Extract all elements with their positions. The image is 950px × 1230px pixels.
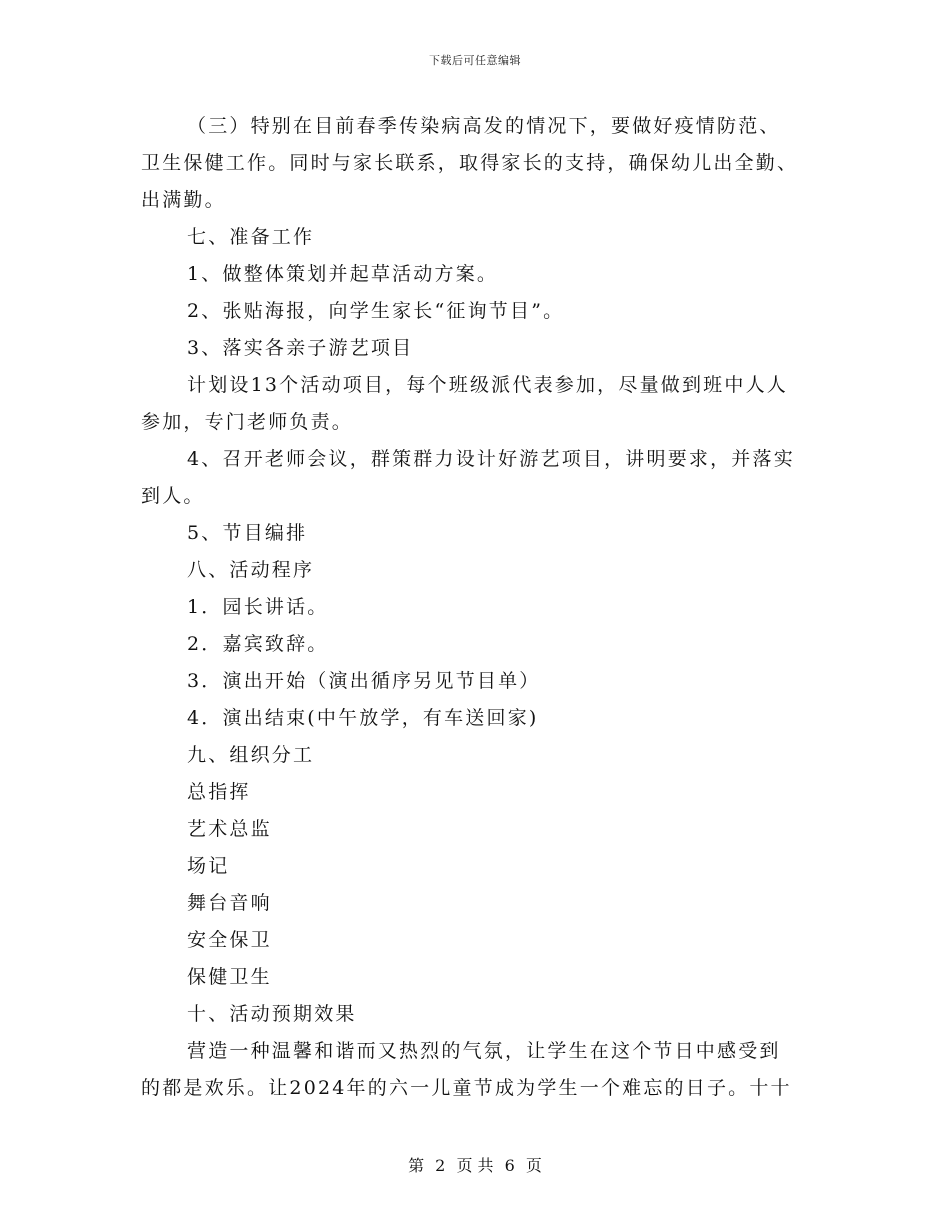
text-line: 4、召开老师会议，群策群力设计好游艺项目，讲明要求，并落实	[187, 448, 795, 470]
text-line: （三）特别在目前春季传染病高发的情况下，要做好疫情防范、	[187, 115, 781, 137]
text-line: 3、落实各亲子游艺项目	[187, 337, 414, 359]
text-line: 保健卫生	[187, 966, 272, 988]
text-line: 参加，专门老师负责。	[141, 411, 354, 433]
footer-prefix: 第	[408, 1156, 425, 1175]
footer-suffix: 页	[525, 1156, 542, 1175]
text-line: 八、活动程序	[187, 559, 315, 581]
footer-page-number: 2	[435, 1156, 446, 1175]
text-line: 计划设13个活动项目，每个班级派代表参加，尽量做到班中人人	[187, 374, 788, 396]
text-line: 七、准备工作	[187, 226, 315, 248]
text-line: 安全保卫	[187, 929, 272, 951]
footer-total-pages: 6	[504, 1156, 515, 1175]
text-line: 总指挥	[187, 781, 251, 803]
text-line: 2、张贴海报，向学生家长“征询节目”。	[187, 300, 565, 322]
text-line: 营造一种温馨和谐而又热烈的气氛，让学生在这个节日中感受到	[187, 1040, 781, 1062]
page-header: 下载后可任意编辑	[429, 54, 521, 67]
text-line: 3．演出开始（演出循序另见节目单）	[187, 670, 541, 692]
text-line: 出满勤。	[141, 189, 226, 211]
text-line: 4．演出结束(中午放学，有车送回家)	[187, 707, 539, 729]
text-line: 场记	[187, 855, 230, 877]
text-line: 十、活动预期效果	[187, 1003, 357, 1025]
text-line: 1、做整体策划并起草活动方案。	[187, 263, 499, 285]
text-line: 九、组织分工	[187, 744, 315, 766]
text-line: 2．嘉宾致辞。	[187, 633, 329, 655]
text-line: 舞台音响	[187, 892, 272, 914]
page-footer	[0, 1153, 950, 1176]
text-line: 的都是欢乐。让2024年的六一儿童节成为学生一个难忘的日子。十十	[141, 1077, 792, 1099]
document-body	[141, 108, 813, 1107]
text-line: 1．园长讲话。	[187, 596, 329, 618]
text-line: 5、节目编排	[187, 522, 308, 544]
footer-middle: 页 共	[456, 1156, 494, 1175]
text-line: 到人。	[141, 485, 205, 507]
text-line: 卫生保健工作。同时与家长联系，取得家长的支持，确保幼儿出全勤、	[141, 152, 799, 174]
text-line: 艺术总监	[187, 818, 272, 840]
